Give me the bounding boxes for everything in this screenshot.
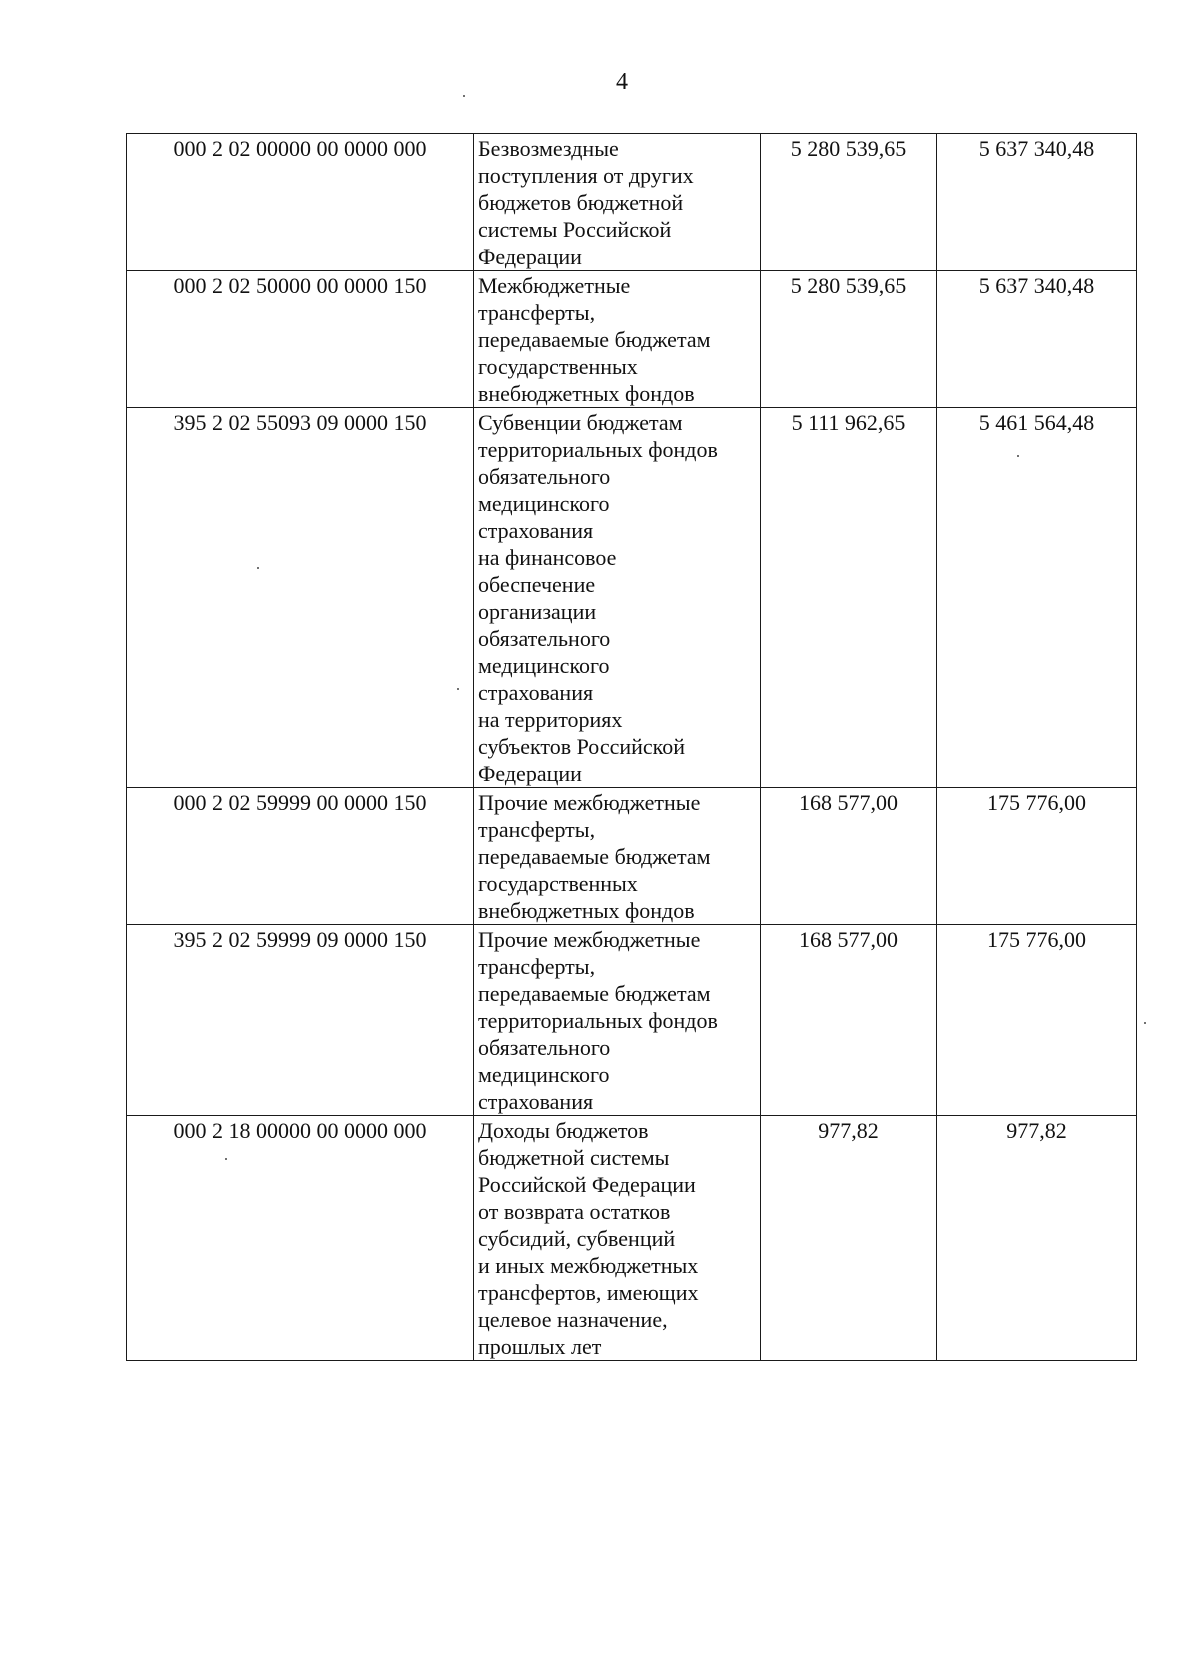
row-name-line: территориальных фондов — [478, 437, 718, 462]
row-name-line: субсидий, субвенций — [478, 1226, 676, 1251]
row-value-1: 5 280 539,65 — [761, 134, 937, 271]
scan-speck — [257, 567, 259, 569]
row-name-line: страхования — [478, 680, 594, 705]
scan-speck — [225, 1158, 227, 1160]
row-code: 395 2 02 55093 09 0000 150 — [127, 408, 474, 788]
row-name-line: государственных — [478, 354, 638, 379]
row-name-line: на территориях — [478, 707, 623, 732]
row-name-line: медицинского — [478, 653, 610, 678]
scan-speck — [1017, 455, 1019, 457]
row-name-line: организации — [478, 599, 597, 624]
row-name-line: субъектов Российской — [478, 734, 686, 759]
row-name-line: обязательного — [478, 626, 611, 651]
row-name-line: медицинского — [478, 491, 610, 516]
row-value-1: 5 280 539,65 — [761, 271, 937, 408]
row-value-1: 168 577,00 — [761, 788, 937, 925]
row-value-2: 977,82 — [937, 1116, 1137, 1361]
row-code: 000 2 02 50000 00 0000 150 — [127, 271, 474, 408]
row-name-line: и иных межбюджетных — [478, 1253, 699, 1278]
row-code: 000 2 02 00000 00 0000 000 — [127, 134, 474, 271]
row-name-line: внебюджетных фондов — [478, 381, 695, 406]
row-value-1: 168 577,00 — [761, 925, 937, 1116]
row-value-2: 5 461 564,48 — [937, 408, 1137, 788]
row-name-line: страхования — [478, 1089, 594, 1114]
table-row — [127, 408, 1137, 788]
row-name — [474, 134, 761, 271]
row-code: 000 2 02 59999 00 0000 150 — [127, 788, 474, 925]
row-value-1: 5 111 962,65 — [761, 408, 937, 788]
table-row — [127, 134, 1137, 271]
scan-speck — [1144, 1022, 1146, 1024]
row-name-line: Российской Федерации — [478, 1172, 696, 1197]
row-name-line: Межбюджетные — [478, 273, 631, 298]
row-value-1: 977,82 — [761, 1116, 937, 1361]
row-name — [474, 788, 761, 925]
row-name-line: трансферты, — [478, 817, 596, 842]
row-value-2: 175 776,00 — [937, 925, 1137, 1116]
table-row — [127, 271, 1137, 408]
row-name-line: бюджетов бюджетной — [478, 190, 684, 215]
budget-revenue-table — [126, 133, 1137, 1361]
row-name — [474, 271, 761, 408]
row-name-line: трансферты, — [478, 954, 596, 979]
row-name — [474, 408, 761, 788]
scan-speck — [463, 95, 465, 97]
row-name-line: трансфертов, имеющих — [478, 1280, 699, 1305]
row-name-line: Доходы бюджетов — [478, 1118, 649, 1143]
row-name-line: страхования — [478, 518, 594, 543]
row-name-line: Федерации — [478, 761, 582, 786]
row-code: 000 2 18 00000 00 0000 000 — [127, 1116, 474, 1361]
row-value-2: 175 776,00 — [937, 788, 1137, 925]
row-value-2: 5 637 340,48 — [937, 271, 1137, 408]
row-name-line: бюджетной системы — [478, 1145, 670, 1170]
row-name-line: передаваемые бюджетам — [478, 844, 711, 869]
page-number: 4 — [616, 69, 628, 95]
row-name-line: Федерации — [478, 244, 582, 269]
row-name-line: на финансовое — [478, 545, 617, 570]
row-name-line: поступления от других — [478, 163, 694, 188]
row-name-line: Прочие межбюджетные — [478, 790, 701, 815]
row-name-line: внебюджетных фондов — [478, 898, 695, 923]
table-row — [127, 788, 1137, 925]
row-name-line: Прочие межбюджетные — [478, 927, 701, 952]
row-name-line: от возврата остатков — [478, 1199, 671, 1224]
scan-speck — [457, 688, 459, 690]
table-row — [127, 925, 1137, 1116]
row-name-line: обязательного — [478, 1035, 611, 1060]
row-name-line: прошлых лет — [478, 1334, 602, 1359]
row-name-line: обеспечение — [478, 572, 596, 597]
row-name-line: государственных — [478, 871, 638, 896]
row-name-line: территориальных фондов — [478, 1008, 718, 1033]
row-name-line: передаваемые бюджетам — [478, 327, 711, 352]
row-name-line: Субвенции бюджетам — [478, 410, 683, 435]
table-row — [127, 1116, 1137, 1361]
row-name-line: системы Российской — [478, 217, 672, 242]
row-name-line: трансферты, — [478, 300, 596, 325]
row-name — [474, 1116, 761, 1361]
row-code: 395 2 02 59999 09 0000 150 — [127, 925, 474, 1116]
row-name-line: медицинского — [478, 1062, 610, 1087]
row-value-2: 5 637 340,48 — [937, 134, 1137, 271]
row-name-line: обязательного — [478, 464, 611, 489]
row-name — [474, 925, 761, 1116]
row-name-line: Безвозмездные — [478, 136, 619, 161]
row-name-line: целевое назначение, — [478, 1307, 668, 1332]
row-name-line: передаваемые бюджетам — [478, 981, 711, 1006]
